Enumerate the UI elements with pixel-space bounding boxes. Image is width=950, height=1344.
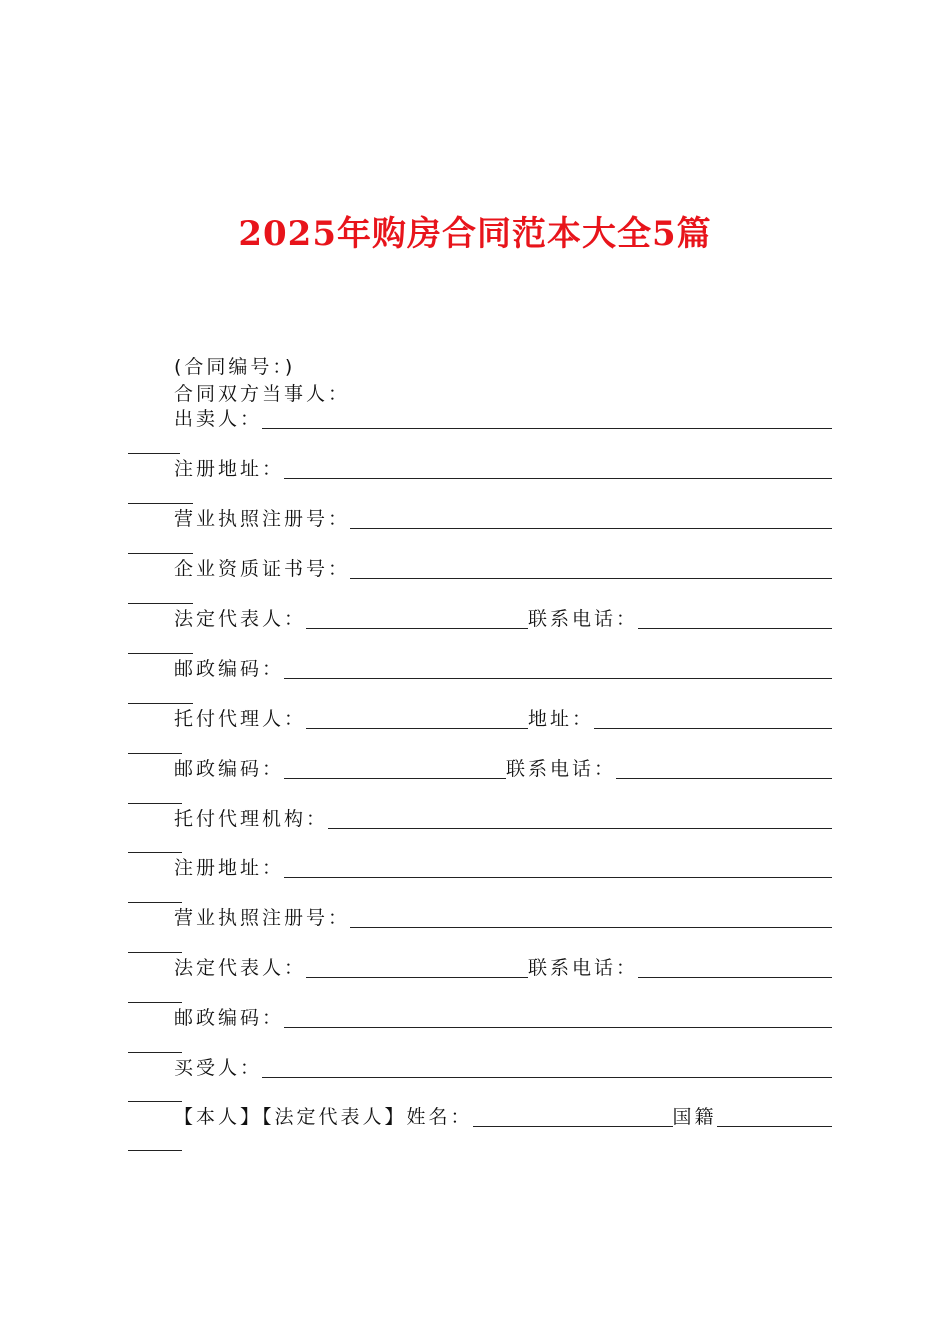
buyer-identity-row (174, 1101, 832, 1129)
buyer-row (174, 1052, 832, 1080)
qualification-blank[interactable] (350, 556, 832, 579)
identity-label: 【本人】【法定代表人】姓名： (174, 1106, 473, 1128)
license-label: 营业执照注册号： (174, 907, 351, 929)
agent-postcode-row (174, 753, 832, 781)
nationality-blank[interactable] (717, 1104, 832, 1127)
agency-label: 托付代理机构： (174, 808, 329, 830)
reg-address-blank[interactable] (284, 855, 832, 878)
legal-rep-blank[interactable] (306, 955, 528, 978)
agent-label: 托付代理人： (174, 708, 307, 730)
phone-label: 联系电话： (528, 957, 639, 979)
seller-row (174, 403, 832, 431)
qualification-label: 企业资质证书号： (174, 558, 351, 580)
parties-heading: 合同双方当事人： (174, 383, 351, 405)
agency-license-row (174, 902, 832, 930)
blank-continuation (128, 1150, 182, 1151)
document-title: 2025年购房合同范本大全5篇 (238, 214, 712, 254)
postcode-label: 邮政编码： (174, 658, 285, 680)
license-row (174, 503, 832, 531)
postcode-blank[interactable] (284, 656, 832, 679)
license-blank[interactable] (350, 905, 832, 928)
buyer-blank[interactable] (262, 1055, 832, 1078)
legal-rep-label: 法定代表人： (174, 957, 307, 979)
postcode-row (174, 653, 832, 681)
agency-postcode-row (174, 1002, 832, 1030)
blank-continuation (128, 453, 180, 454)
name-blank[interactable] (473, 1104, 673, 1127)
postcode-blank[interactable] (284, 756, 506, 779)
address-label: 地址： (528, 708, 595, 730)
agency-blank[interactable] (328, 806, 832, 829)
phone-blank[interactable] (638, 955, 832, 978)
buyer-label: 买受人： (174, 1057, 263, 1079)
agency-legal-rep-row (174, 952, 832, 980)
seller-blank[interactable] (262, 406, 832, 429)
agent-blank[interactable] (306, 706, 528, 729)
agency-address-row (174, 852, 832, 880)
agency-row (174, 803, 832, 831)
contract-number-line: (合同编号：) (174, 356, 296, 378)
reg-address-blank[interactable] (284, 456, 832, 479)
reg-address-label: 注册地址： (174, 857, 285, 879)
postcode-label: 邮政编码： (174, 1007, 285, 1029)
reg-address-label: 注册地址： (174, 458, 285, 480)
nationality-label: 国籍 (672, 1106, 717, 1128)
reg-address-row (174, 453, 832, 481)
postcode-label: 邮政编码： (174, 758, 285, 780)
legal-rep-blank[interactable] (306, 606, 528, 629)
agent-row (174, 703, 832, 731)
postcode-blank[interactable] (284, 1005, 832, 1028)
address-blank[interactable] (594, 706, 832, 729)
phone-blank[interactable] (616, 756, 832, 779)
legal-rep-row (174, 603, 832, 631)
legal-rep-label: 法定代表人： (174, 608, 307, 630)
license-blank[interactable] (350, 506, 832, 529)
qualification-row (174, 553, 832, 581)
phone-label: 联系电话： (528, 608, 639, 630)
phone-label: 联系电话： (506, 758, 617, 780)
seller-label: 出卖人： (174, 408, 263, 430)
phone-blank[interactable] (638, 606, 832, 629)
license-label: 营业执照注册号： (174, 508, 351, 530)
